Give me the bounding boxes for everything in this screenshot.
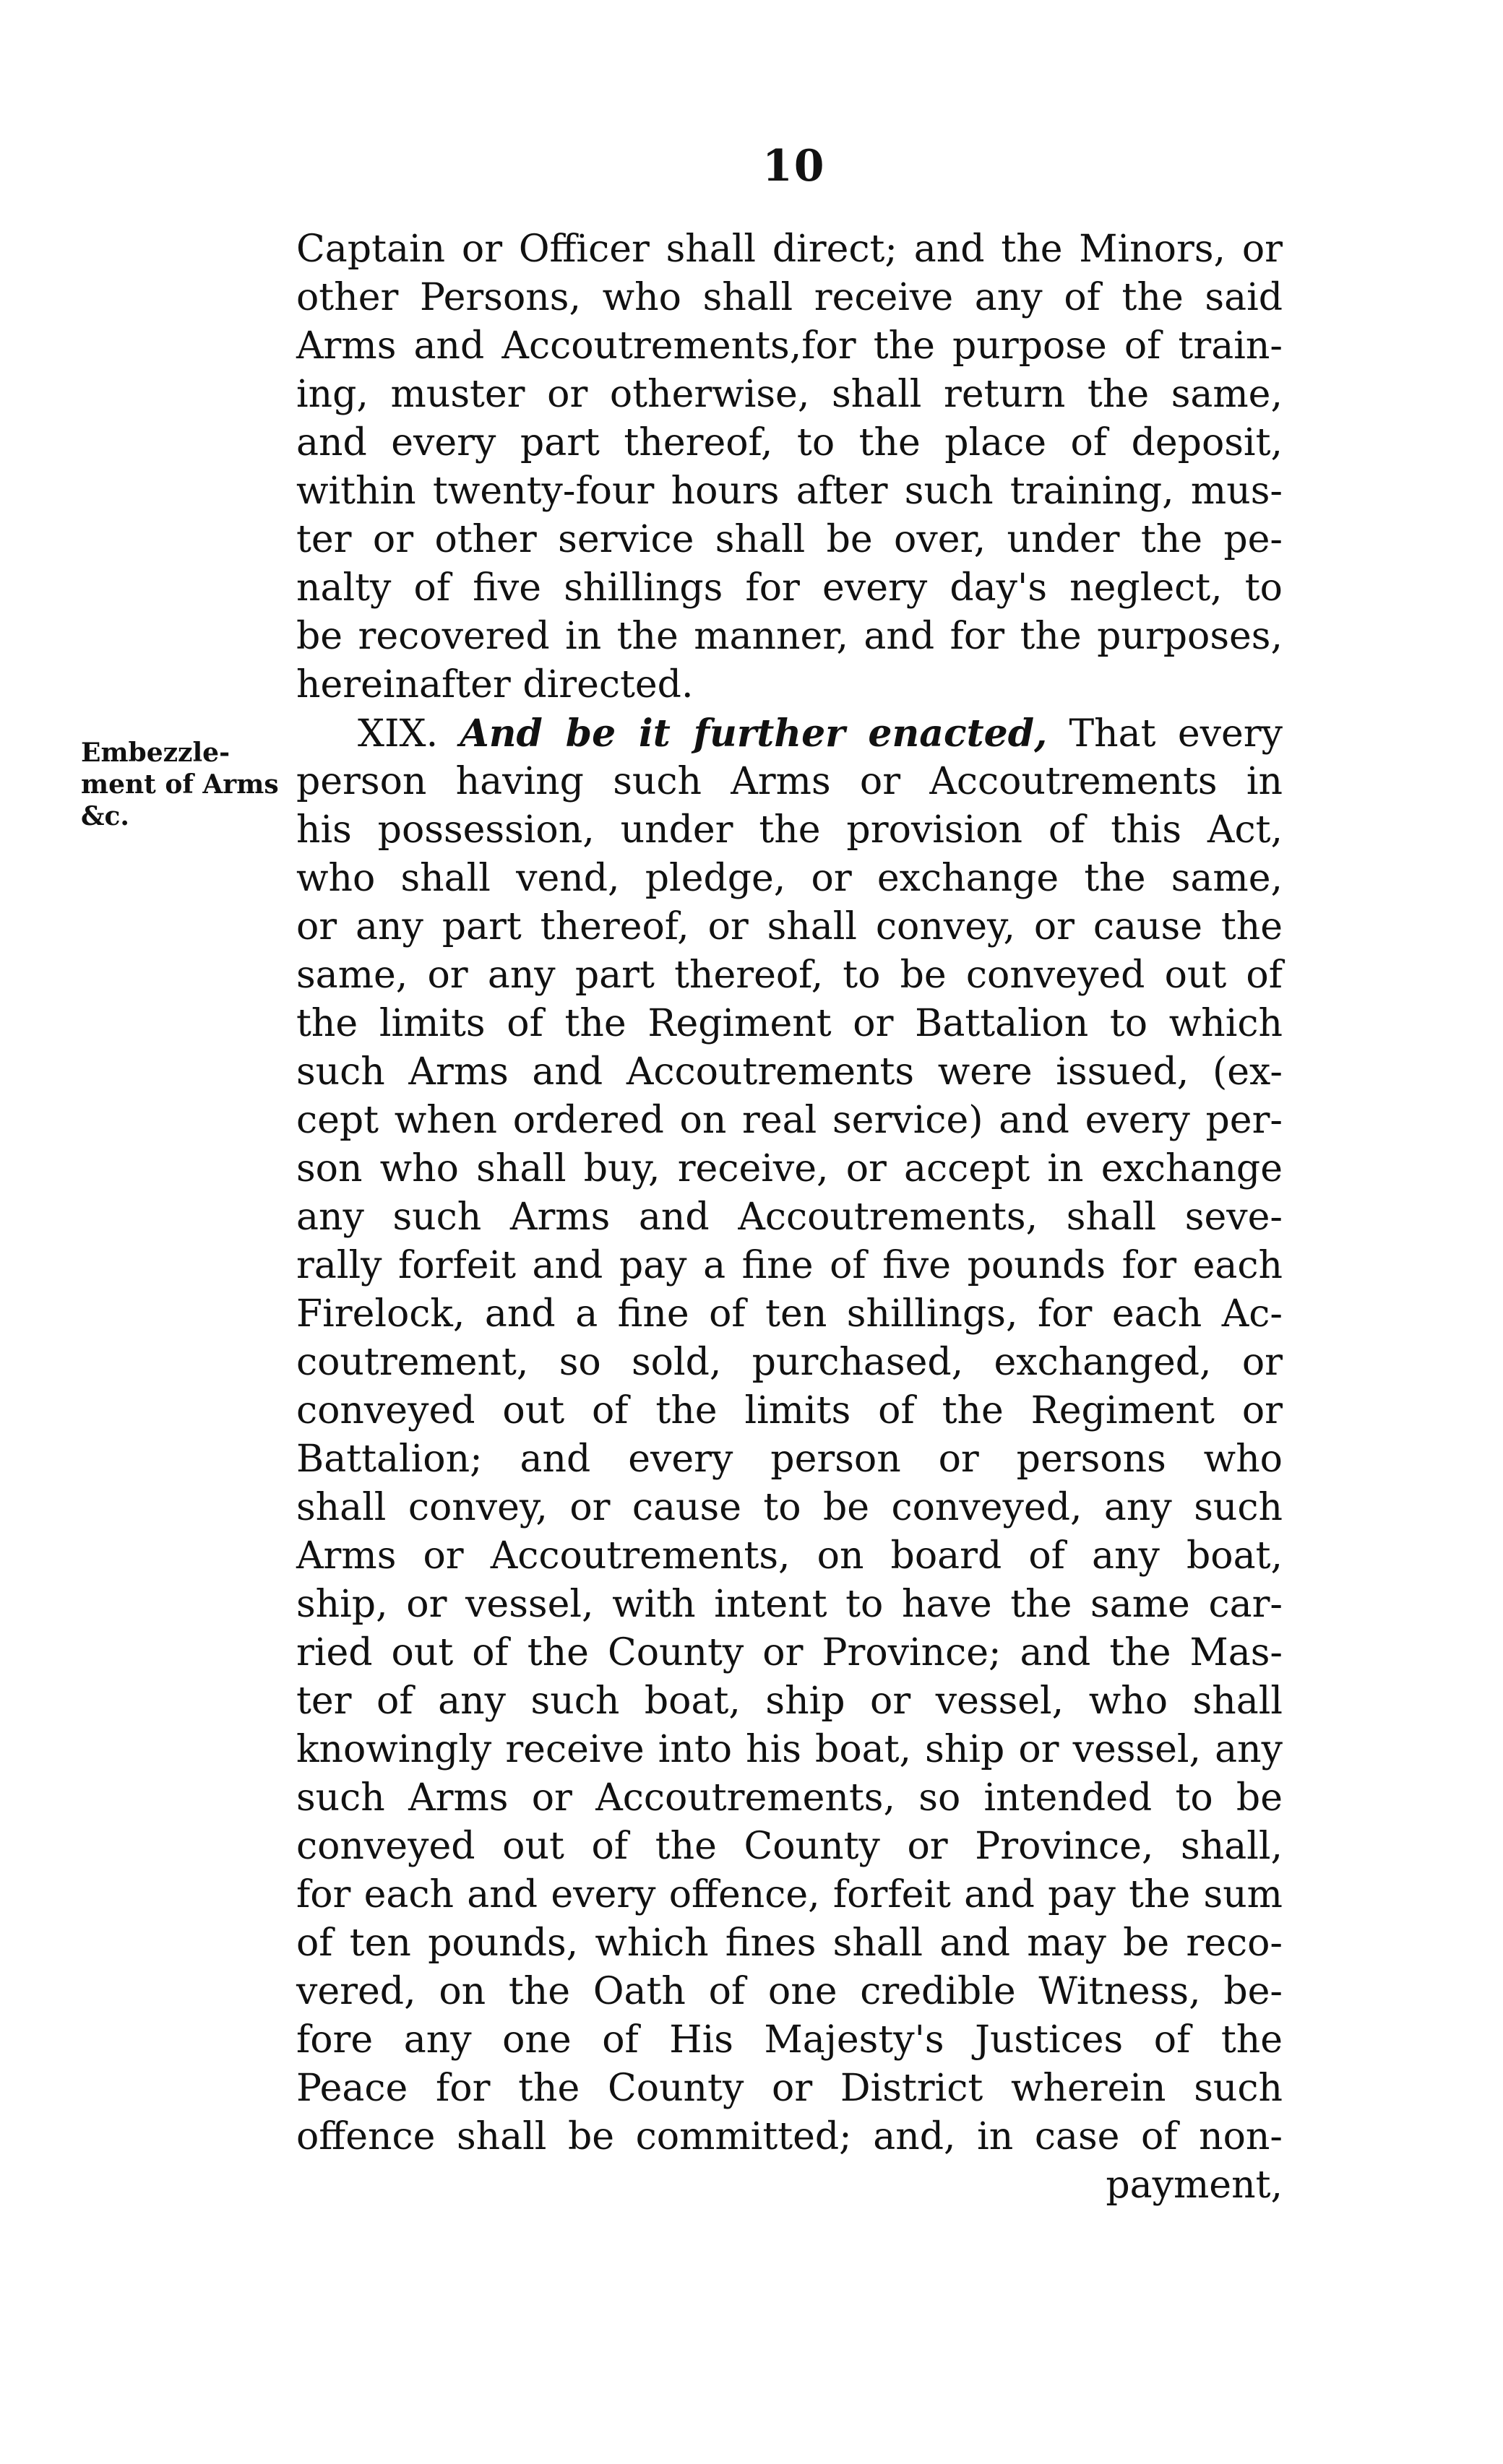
text-line: be recovered in the manner, and for the purposes, [296,615,1283,658]
text-line: shall convey, or cause to be conveyed, any such [296,1486,1283,1529]
text-line: Arms and Accoutrements,for the purpose of train- [296,324,1283,368]
text-line: hereinafter directed. [296,663,694,706]
text-line: the limits of the Regiment or Battalion to which [296,1002,1283,1045]
text-line: his possession, under the provision of this Act, [296,808,1283,852]
text-line: cept when ordered on real service) and every per- [296,1099,1283,1142]
text-line: for each and every offence, forfeit and pay the sum [296,1873,1283,1916]
text-line: ter of any such boat, ship or vessel, who shall [296,1680,1283,1723]
text-line: ried out of the County or Province; and the Mas- [296,1631,1283,1674]
text-line: within twenty-four hours after such training, mus- [296,470,1283,513]
text-line: and every part thereof, to the place of deposit, [296,421,1283,464]
margin-note-line: Embezzle- [81,738,231,768]
text-line: who shall vend, pledge, or exchange the same, [296,857,1283,900]
text-line: ing, muster or otherwise, shall return the same, [296,373,1283,416]
body-text [296,225,1283,2210]
text-line: ter or other service shall be over, under the pe- [296,518,1283,561]
text-line: of ten pounds, which fines shall and may be reco- [296,1922,1283,1965]
text-line: Firelock, and a fine of ten shillings, for each Ac- [296,1292,1283,1336]
text-line: Captain or Officer shall direct; and the Minors, or [296,228,1283,271]
text-line: such Arms and Accoutrements were issued, (ex- [296,1050,1283,1094]
text-line: same, or any part thereof, to be conveyed out of [296,954,1283,997]
text-line: conveyed out of the limits of the Regiment or [296,1389,1283,1432]
text-line: Arms or Accoutrements, on board of any boat, [296,1534,1283,1578]
page-number: 10 [762,141,826,191]
text-line: coutrement, so sold, purchased, exchanged, or [296,1341,1283,1384]
text-line: vered, on the Oath of one credible Witness, be- [296,1970,1283,2013]
margin-note-line: &c. [81,801,129,831]
section-heading-line [296,709,1283,758]
margin-note [81,737,279,832]
section-number: XIX. [358,712,439,756]
text-line: Peace for the County or District wherein such [296,2067,1283,2110]
margin-note-line: ment of Arms [81,769,279,800]
text-line: rally forfeit and pay a fine of five pounds for each [296,1244,1283,1287]
text-line: Battalion; and every person or persons who [296,1438,1283,1481]
text-line: any such Arms and Accoutrements, shall seve- [296,1196,1283,1239]
text-line: knowingly receive into his boat, ship or vessel, any [296,1728,1283,1771]
text-line: son who shall buy, receive, or accept in exchange [296,1147,1283,1190]
text-line: or any part thereof, or shall convey, or cause the [296,905,1283,948]
text-line: person having such Arms or Accoutrements in [296,760,1283,803]
text-line: nalty of five shillings for every day's neglect, to [296,566,1283,610]
text-line: such Arms or Accoutrements, so intended to be [296,1776,1283,1820]
text-line: fore any one of His Majesty's Justices of the [296,2018,1283,2062]
catchword: payment, [1106,2163,1283,2207]
section-first-line-rest: That every [1069,712,1283,756]
text-line: offence shall be committed; and, in case of non- [296,2115,1283,2158]
text-line: conveyed out of the County or Province, shall, [296,1825,1283,1868]
text-line: ship, or vessel, with intent to have the same car- [296,1583,1283,1626]
enacting-clause: And be it further enacted, [460,712,1048,756]
text-line: other Persons, who shall receive any of the said [296,276,1283,319]
